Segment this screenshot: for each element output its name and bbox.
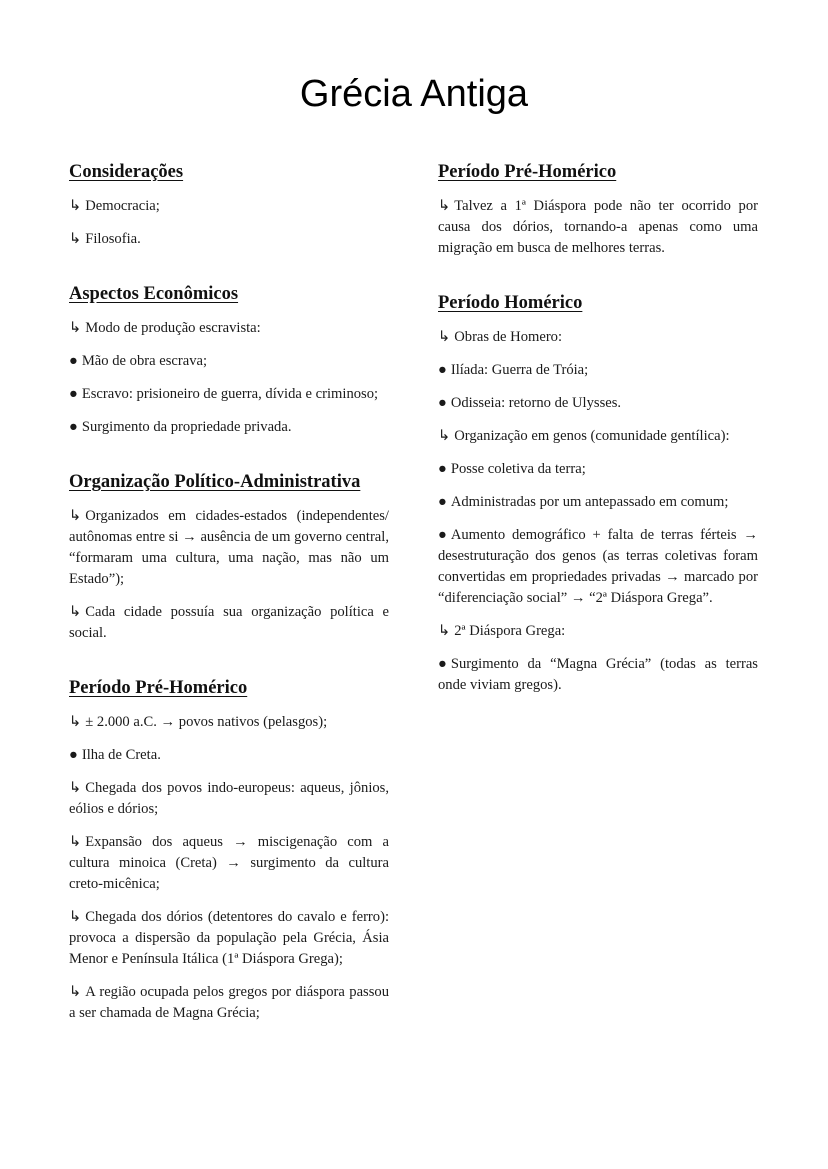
list-item: ↳ Democracia; xyxy=(69,196,389,217)
bullet-icon: ● xyxy=(69,419,78,435)
arrow-icon: ↳ xyxy=(69,909,82,925)
list-item: ● Surgimento da “Magna Grécia” (todas as terras onde viviam gregos). xyxy=(438,656,758,693)
bullet-icon: ● xyxy=(438,494,447,510)
list-item: ↳ Modo de produção escravista: xyxy=(69,318,389,339)
arrow-icon: ↳ xyxy=(438,329,451,345)
arrow-icon: ↳ xyxy=(438,623,451,639)
list-item: ↳ Expansão dos aqueus → miscigenação com a cultura minoica (Creta) → surgimento da cultura creto-micênica; xyxy=(69,834,389,892)
list-item: ● Escravo: prisioneiro de guerra, dívida e criminoso; xyxy=(69,384,389,405)
list-item: ● Mão de obra escrava; xyxy=(69,351,389,372)
list-item: ↳ Filosofia. xyxy=(69,229,389,250)
arrow-icon: ↳ xyxy=(438,428,451,444)
arrow-icon: ↳ xyxy=(438,198,451,214)
section-heading: Aspectos Econômicos xyxy=(69,284,239,304)
list-item: ● Administradas por um antepassado em comum; xyxy=(438,492,758,513)
section-heading: Período Homérico xyxy=(438,293,583,313)
arrow-icon: ↳ xyxy=(69,834,82,850)
list-item: ● Odisseia: retorno de Ulysses. xyxy=(438,393,758,414)
list-item: ↳ Chegada dos dórios (detentores do cavalo e ferro): provoca a dispersão da população pela Grécia, Ásia Menor e Península Itálica (1ª Diáspora Grega); xyxy=(69,909,389,967)
arrow-icon: ↳ xyxy=(69,198,82,214)
section-periodo-pre-homerico-cont xyxy=(438,160,758,259)
bullet-icon: ● xyxy=(69,353,78,369)
list-item: ↳ Cada cidade possuía sua organização política e social. xyxy=(69,604,389,641)
bullet-icon: ● xyxy=(438,527,447,543)
section-organizacao-politico-administrativa xyxy=(69,470,389,644)
arrow-icon: ↳ xyxy=(69,231,82,247)
section-heading: Período Pré-Homérico xyxy=(69,678,248,698)
section-aspectos-economicos xyxy=(69,282,389,438)
list-item: ↳ A região ocupada pelos gregos por diáspora passou a ser chamada de Magna Grécia; xyxy=(69,984,389,1021)
list-item: ● Posse coletiva da terra; xyxy=(438,459,758,480)
bullet-icon: ● xyxy=(438,362,447,378)
bullet-icon: ● xyxy=(438,461,447,477)
arrow-icon: ↳ xyxy=(69,320,82,336)
list-item: ↳ Talvez a 1ª Diáspora pode não ter ocorrido por causa dos dórios, tornando-a apenas como uma migração em busca de melhores terras. xyxy=(438,198,758,256)
list-item: ↳ Organização em genos (comunidade gentílica): xyxy=(438,426,758,447)
list-item: ↳ 2ª Diáspora Grega: xyxy=(438,621,758,642)
section-heading: Organização Político-Administrativa xyxy=(69,472,361,492)
right-column xyxy=(438,160,758,708)
bullet-icon: ● xyxy=(438,395,447,411)
list-item: ● Surgimento da propriedade privada. xyxy=(69,417,389,438)
section-heading: Período Pré-Homérico xyxy=(438,162,617,182)
list-item: ● Ilíada: Guerra de Tróia; xyxy=(438,360,758,381)
arrow-icon: ↳ xyxy=(69,714,82,730)
list-item: ● Ilha de Creta. xyxy=(69,745,389,766)
arrow-icon: ↳ xyxy=(69,780,82,796)
arrow-icon: ↳ xyxy=(69,984,82,1000)
list-item: ↳ Chegada dos povos indo-europeus: aqueus, jônios, eólios e dórios; xyxy=(69,780,389,817)
page-title: Grécia Antiga xyxy=(299,73,529,115)
section-periodo-pre-homerico xyxy=(69,676,389,1024)
section-heading: Considerações xyxy=(69,162,184,182)
arrow-icon: ↳ xyxy=(69,604,82,620)
list-item: ↳ Obras de Homero: xyxy=(438,327,758,348)
list-item: ↳ ± 2.000 a.C. → povos nativos (pelasgos); xyxy=(69,712,389,733)
bullet-icon: ● xyxy=(69,386,78,402)
left-column xyxy=(69,160,389,1036)
bullet-icon: ● xyxy=(438,656,447,672)
arrow-icon: ↳ xyxy=(69,508,82,524)
list-item: ↳ Organizados em cidades-estados (independentes/ autônomas entre si → ausência de um governo central, “formaram uma cultura, uma nação, mas não um Estado”); xyxy=(69,508,389,587)
section-periodo-homerico xyxy=(438,291,758,696)
list-item: ● Aumento demográfico + falta de terras férteis → desestruturação dos genos (as terras coletivas foram convertidas em propriedades privadas → marcado por “diferenciação social” → “2ª Diáspora Grega”. xyxy=(438,527,758,606)
section-consideracoes xyxy=(69,160,389,250)
bullet-icon: ● xyxy=(69,747,78,763)
